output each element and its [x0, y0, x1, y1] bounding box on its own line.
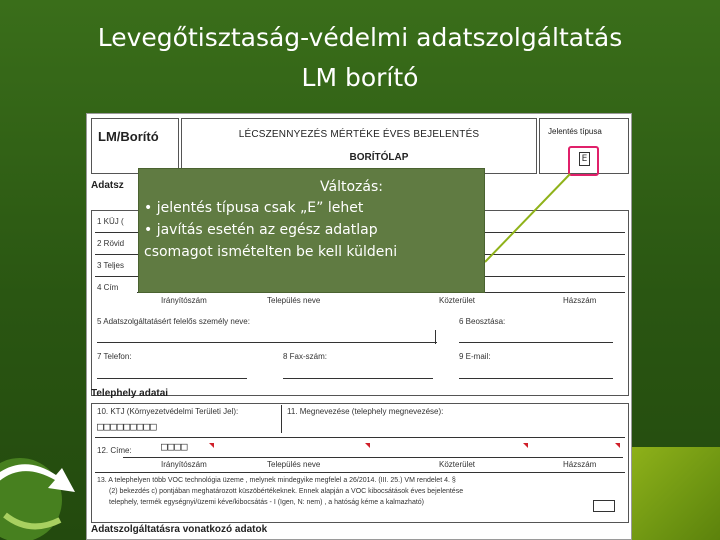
ktj-boxes: □□□□□□□□□ — [97, 420, 157, 433]
field9-label: 9 E-mail: — [459, 352, 491, 361]
street-sublabel: Közterület — [439, 296, 476, 305]
field6-line — [459, 342, 613, 343]
callout-bullet-2: • javítás esetén az egész adatlap — [144, 222, 378, 238]
field7-line — [97, 378, 247, 379]
street-sublabel: Közterület — [439, 460, 476, 469]
divider — [95, 437, 625, 438]
house-number-sublabel: Házszám — [563, 460, 597, 469]
row1-label: 1 KÜJ ( — [97, 217, 124, 226]
form-code: LM/Borító — [91, 118, 179, 174]
section2-title: Telephely adatai — [91, 388, 169, 399]
flag-marker — [615, 443, 620, 448]
globe-arrow-icon — [0, 440, 90, 540]
form-header-title: LÉCSZENNYEZÉS MÉRTÉKE ÉVES BEJELENTÉS — [238, 129, 480, 140]
field8-line — [283, 378, 433, 379]
field13-checkbox[interactable] — [593, 500, 615, 512]
field13-line3: telephely, termék egységnyi/üzemi kéve/kibocsátás - I (Igen, N: nem) , a hatóság kéme a kalmazható) — [109, 499, 425, 506]
divider — [95, 472, 625, 473]
row4-label: 4 Cím — [97, 283, 119, 292]
row3-label: 3 Teljes — [97, 261, 124, 270]
flag-marker — [523, 443, 528, 448]
callout-bullet-2-cont: csomagot ismételten be kell küldeni — [144, 244, 398, 260]
flag-marker — [209, 443, 214, 448]
field13-line1: 13. A telephelyen több VOC technológia üzeme , melynek mindegyike megfelel a 26/2014. (III. 25.) VM rendelet 4. § — [97, 477, 456, 484]
row2-label: 2 Rövid — [97, 239, 125, 248]
change-callout — [138, 168, 485, 293]
field-tick — [435, 330, 436, 344]
report-type-label: Jelentés típusa — [548, 127, 602, 136]
form-header-subtitle: BORÍTÓLAP — [349, 152, 409, 163]
zip-sublabel: Irányítószám — [161, 460, 207, 469]
city-sublabel: Település neve — [267, 460, 321, 469]
field7-label: 7 Telefon: — [97, 352, 132, 361]
field10-label: 10. KTJ (Környezetvédelmi Területi Jel): — [97, 407, 239, 416]
callout-title: Változás: — [320, 179, 383, 195]
form-header — [181, 118, 537, 174]
corner-decoration — [628, 447, 720, 540]
city-sublabel: Település neve — [267, 296, 321, 305]
section3-title: Adatszolgáltatásra vonatkozó adatok — [91, 524, 268, 535]
zip-boxes: □□□□ — [161, 440, 188, 453]
house-number-sublabel: Házszám — [563, 296, 597, 305]
report-type-checkbox[interactable]: E — [579, 152, 590, 166]
report-type-highlight — [568, 146, 599, 176]
address-line — [123, 457, 623, 458]
field9-line — [459, 378, 613, 379]
slide-title-line1: Levegőtisztaság-védelmi adatszolgáltatás — [97, 23, 623, 52]
field-tick — [281, 405, 282, 433]
slide-title — [0, 18, 720, 98]
field6-label: 6 Beosztása: — [459, 317, 506, 326]
field5-line — [97, 342, 437, 343]
field5-label: 5 Adatszolgáltatásért felelős személy neve: — [97, 317, 250, 326]
field8-label: 8 Fax-szám: — [283, 352, 328, 361]
flag-marker — [365, 443, 370, 448]
field13-line2: (2) bekezdés c) pontjában meghatározott küszöbértékeknek. Ennek alapján a VOC kibocsátások éves bejelentése — [109, 488, 464, 495]
callout-bullet-1: • jelentés típusa csak „E” lehet — [144, 200, 364, 216]
slide-title-line2: LM borító — [301, 63, 419, 92]
zip-sublabel: Irányítószám — [161, 296, 207, 305]
section1-title: Adatsz — [91, 180, 124, 191]
field11-label: 11. Megnevezése (telephely megnevezése): — [287, 407, 444, 416]
field12-label: 12. Címe: — [97, 446, 132, 455]
